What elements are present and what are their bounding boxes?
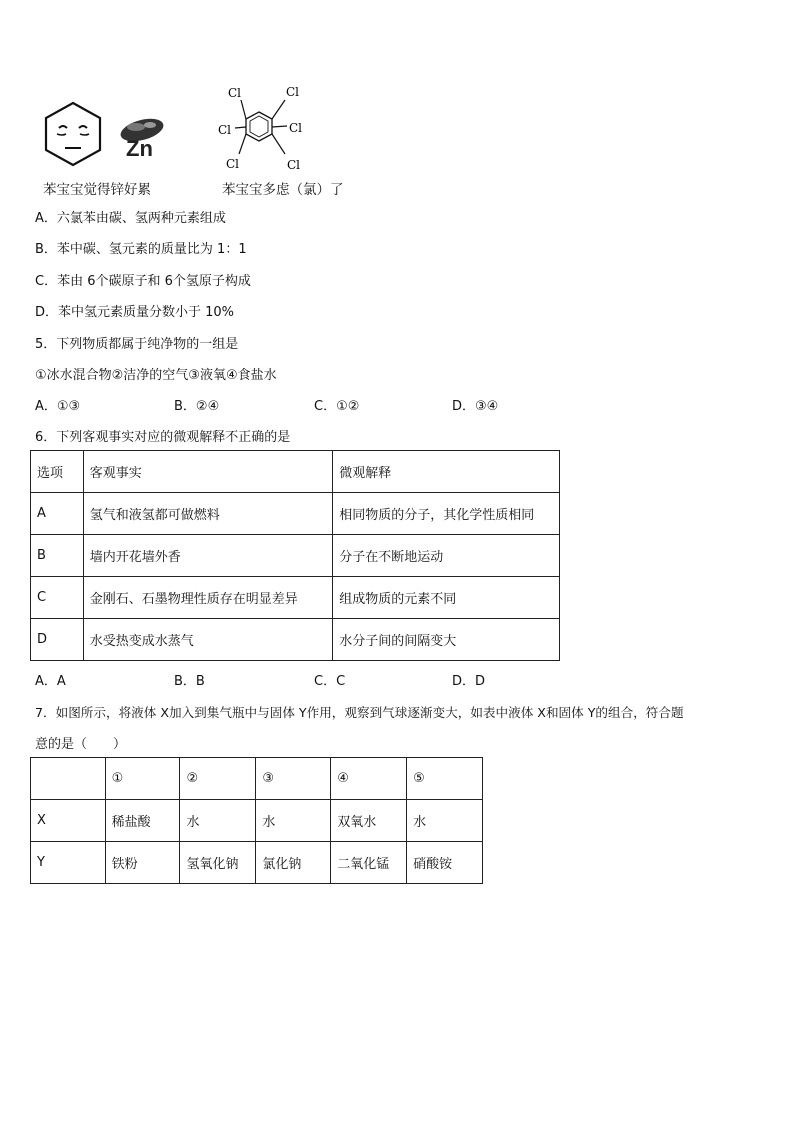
table-cell: 水受热变成水蒸气 [83, 619, 333, 661]
benzene-face-illustration [40, 100, 190, 170]
hexagon-face-icon [46, 103, 100, 165]
q5-choice-c: C．①② [314, 399, 360, 414]
table-cell: B [31, 535, 84, 577]
table-cell: 氯化钠 [256, 842, 331, 884]
table-row [31, 842, 483, 884]
table-row [31, 535, 560, 577]
cl-label: Cl [286, 85, 300, 99]
q6-choice-a: A．A [35, 674, 66, 689]
q5-items: ①冰水混合物②洁净的空气③液氧④食盐水 [35, 368, 277, 383]
table-row [31, 800, 483, 842]
table-header-cell [31, 758, 106, 800]
cl-label: Cl [289, 121, 303, 135]
benzene-caption: 苯宝宝觉得锌好累 [43, 182, 151, 198]
q6-choice-d: D．D [452, 674, 486, 689]
table-cell: Y [31, 842, 106, 884]
table-cell: 氢氧化钠 [180, 842, 256, 884]
table-cell: 墙内开花墙外香 [83, 535, 333, 577]
table-header-cell: 微观解释 [333, 451, 560, 493]
q5-choice-b: B．②④ [174, 399, 220, 414]
table-header-cell: ② [180, 758, 256, 800]
cl-label: Cl [287, 158, 301, 172]
cl-label: Cl [226, 157, 240, 171]
table-cell: 氢气和液氢都可做燃料 [83, 493, 333, 535]
table-cell: 水分子间的间隔变大 [333, 619, 560, 661]
table-cell: 稀盐酸 [105, 800, 180, 842]
tired-zinc-icon [118, 115, 166, 161]
table-cell: 组成物质的元素不同 [333, 577, 560, 619]
q4-option-d: D．苯中氢元素质量分数小于 10% [35, 305, 235, 320]
table-cell: 水 [256, 800, 331, 842]
q5-choice-d: D．③④ [452, 399, 499, 414]
q5-stem: 5．下列物质都属于纯净物的一组是 [35, 337, 239, 352]
table-header-cell: ③ [256, 758, 331, 800]
table-header-cell: ④ [331, 758, 407, 800]
q4-option-b: B．苯中碳、氢元素的质量比为 1：1 [35, 242, 247, 257]
table-row [31, 577, 560, 619]
q6-choice-c: C．C [314, 674, 346, 689]
table-row [31, 493, 560, 535]
table-cell: 水 [407, 800, 483, 842]
table-cell: 金刚石、石墨物理性质存在明显差异 [83, 577, 333, 619]
table-cell: 铁粉 [105, 842, 180, 884]
q7-stem-line2: 意的是（ ） [35, 737, 127, 752]
table-header-cell: 选项 [31, 451, 84, 493]
table-header-row [31, 451, 560, 493]
table-cell: D [31, 619, 84, 661]
hexachlorobenzene-structure [215, 82, 315, 177]
table-cell: 硝酸铵 [407, 842, 483, 884]
table-cell: C [31, 577, 84, 619]
zn-label: Zn [126, 136, 153, 161]
table-cell: 双氧水 [331, 800, 407, 842]
q6-stem: 6．下列客观事实对应的微观解释不正确的是 [35, 430, 291, 445]
q7-table [30, 757, 483, 884]
q6-table [30, 450, 560, 661]
q6-choice-b: B．B [174, 674, 205, 689]
cl-label: Cl [218, 123, 232, 137]
table-row [31, 619, 560, 661]
table-cell: A [31, 493, 84, 535]
q4-option-c: C．苯由 6个碳原子和 6个氢原子构成 [35, 274, 251, 289]
table-header-cell: ⑤ [407, 758, 483, 800]
table-header-cell: ① [105, 758, 180, 800]
table-cell: 分子在不断地运动 [333, 535, 560, 577]
q4-option-a: A．六氯苯由碳、氢两种元素组成 [35, 211, 226, 226]
table-cell: 相同物质的分子，其化学性质相同 [333, 493, 560, 535]
table-header-row [31, 758, 483, 800]
table-cell: 二氧化锰 [331, 842, 407, 884]
chlorine-caption: 苯宝宝多虑（氯）了 [222, 182, 344, 198]
table-header-cell: 客观事实 [83, 451, 333, 493]
q5-choice-a: A．①③ [35, 399, 81, 414]
cl-label: Cl [228, 86, 242, 100]
table-cell: 水 [180, 800, 256, 842]
q7-stem-line1: 7．如图所示，将液体 X加入到集气瓶中与固体 Y作用，观察到气球逐渐变大，如表中液体 X和固体 Y的组合，符合题 [35, 705, 684, 720]
table-cell: X [31, 800, 106, 842]
